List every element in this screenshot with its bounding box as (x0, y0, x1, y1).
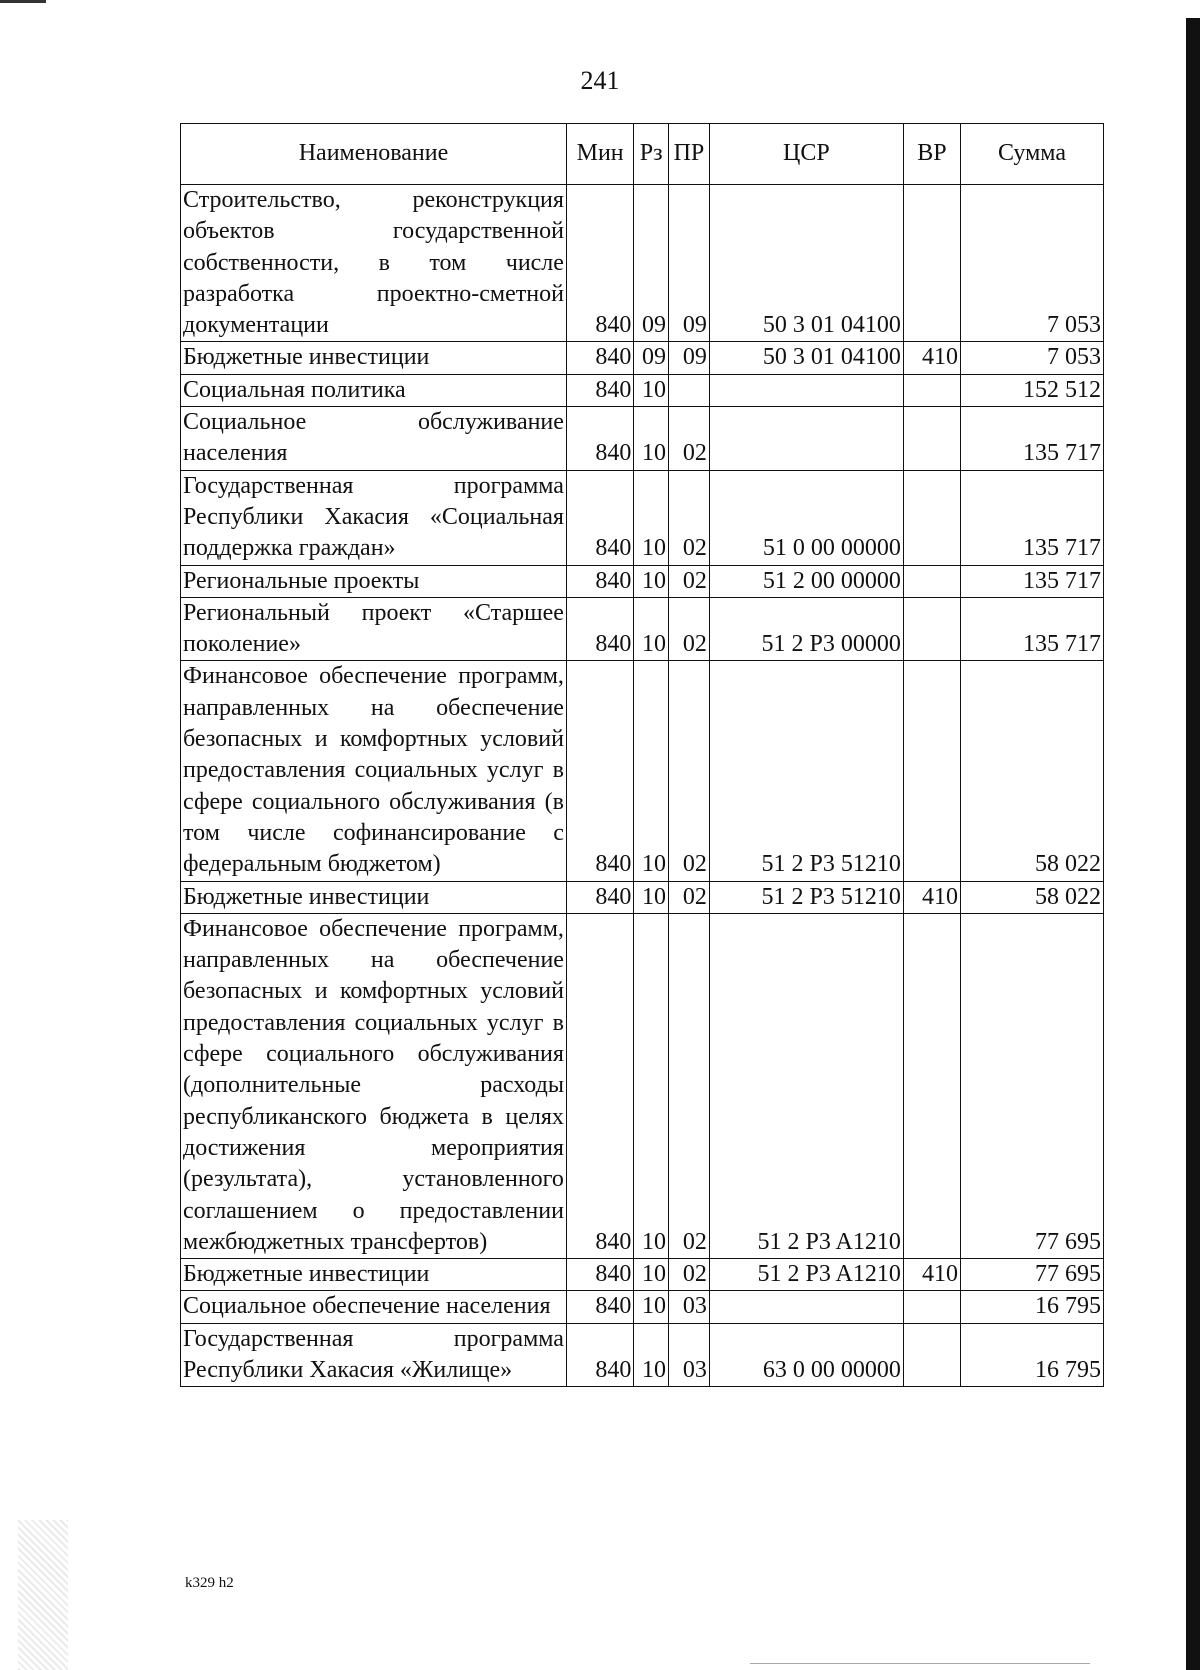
scan-bottom-line (750, 1663, 1090, 1664)
cell-pr: 02 (669, 407, 710, 471)
col-header-csr: ЦСР (709, 124, 903, 185)
cell-pr: 02 (669, 565, 710, 597)
cell-min: 840 (566, 407, 633, 471)
cell-csr: 51 0 00 00000 (709, 470, 903, 565)
cell-rz: 10 (634, 407, 669, 471)
table-row (181, 185, 1104, 342)
col-header-pr: ПР (669, 124, 710, 185)
cell-csr: 51 2 P3 00000 (709, 597, 903, 661)
cell-pr: 02 (669, 913, 710, 1258)
cell-min: 840 (566, 185, 633, 342)
cell-name: Государственная программа Республики Хакасия «Жилище» (181, 1323, 567, 1387)
cell-min: 840 (566, 881, 633, 913)
cell-sum: 7 053 (961, 185, 1104, 342)
table-header-row (181, 124, 1104, 185)
cell-pr: 09 (669, 342, 710, 374)
cell-pr: 02 (669, 881, 710, 913)
cell-name: Строительство, реконструкция объектов государственной собственности, в том числе разработка проектно-сметной документации (181, 185, 567, 342)
cell-pr: 09 (669, 185, 710, 342)
cell-sum: 135 717 (961, 407, 1104, 471)
cell-sum: 77 695 (961, 1259, 1104, 1291)
cell-rz: 10 (634, 597, 669, 661)
cell-rz: 10 (634, 881, 669, 913)
cell-sum: 77 695 (961, 913, 1104, 1258)
table-row (181, 565, 1104, 597)
cell-vr (903, 470, 960, 565)
cell-name: Региональный проект «Старшее поколение» (181, 597, 567, 661)
cell-csr: 51 2 00 00000 (709, 565, 903, 597)
budget-table (180, 123, 1104, 1387)
table-row (181, 881, 1104, 913)
table-row (181, 374, 1104, 406)
table-row (181, 1259, 1104, 1291)
table-row (181, 661, 1104, 881)
scan-noise (18, 1520, 68, 1670)
scan-border-bar (1186, 18, 1200, 1670)
cell-pr: 02 (669, 1259, 710, 1291)
col-header-rz: Рз (634, 124, 669, 185)
cell-vr (903, 1323, 960, 1387)
cell-sum: 16 795 (961, 1291, 1104, 1323)
cell-pr: 03 (669, 1323, 710, 1387)
col-header-name: Наименование (181, 124, 567, 185)
cell-pr: 03 (669, 1291, 710, 1323)
cell-min: 840 (566, 913, 633, 1258)
table-row (181, 1323, 1104, 1387)
cell-rz: 10 (634, 1323, 669, 1387)
cell-min: 840 (566, 342, 633, 374)
cell-vr (903, 407, 960, 471)
cell-rz: 10 (634, 470, 669, 565)
cell-rz: 09 (634, 185, 669, 342)
cell-csr (709, 1291, 903, 1323)
cell-sum: 152 512 (961, 374, 1104, 406)
cell-vr (903, 1291, 960, 1323)
scan-edge-mark (0, 0, 46, 3)
cell-sum: 135 717 (961, 597, 1104, 661)
cell-name: Финансовое обеспечение программ, направленных на обеспечение безопасных и комфортных условий предоставления социальных услуг в сфере социального обслуживания (в том числе софинансирование с федеральным бюджетом) (181, 661, 567, 881)
cell-vr (903, 661, 960, 881)
cell-name: Бюджетные инвестиции (181, 881, 567, 913)
cell-pr: 02 (669, 470, 710, 565)
cell-sum: 16 795 (961, 1323, 1104, 1387)
cell-vr (903, 374, 960, 406)
cell-min: 840 (566, 661, 633, 881)
cell-min: 840 (566, 565, 633, 597)
cell-csr: 51 2 P3 A1210 (709, 1259, 903, 1291)
table-row (181, 597, 1104, 661)
cell-name: Социальное обеспечение населения (181, 1291, 567, 1323)
cell-csr: 51 2 P3 A1210 (709, 913, 903, 1258)
cell-min: 840 (566, 470, 633, 565)
col-header-sum: Сумма (961, 124, 1104, 185)
col-header-min: Мин (566, 124, 633, 185)
cell-name: Региональные проекты (181, 565, 567, 597)
cell-vr: 410 (903, 1259, 960, 1291)
cell-sum: 135 717 (961, 565, 1104, 597)
cell-csr: 51 2 P3 51210 (709, 661, 903, 881)
table-row (181, 1291, 1104, 1323)
page-number: 241 (580, 66, 620, 95)
cell-vr (903, 565, 960, 597)
cell-rz: 10 (634, 661, 669, 881)
cell-pr: 02 (669, 661, 710, 881)
cell-sum: 58 022 (961, 881, 1104, 913)
cell-min: 840 (566, 1291, 633, 1323)
cell-csr (709, 374, 903, 406)
cell-rz: 10 (634, 1291, 669, 1323)
col-header-vr: ВР (903, 124, 960, 185)
cell-rz: 09 (634, 342, 669, 374)
table-row (181, 470, 1104, 565)
table-row (181, 342, 1104, 374)
cell-rz: 10 (634, 913, 669, 1258)
cell-sum: 7 053 (961, 342, 1104, 374)
cell-rz: 10 (634, 1259, 669, 1291)
cell-pr: 02 (669, 597, 710, 661)
cell-rz: 10 (634, 565, 669, 597)
cell-vr: 410 (903, 342, 960, 374)
cell-min: 840 (566, 1323, 633, 1387)
cell-csr: 50 3 01 04100 (709, 185, 903, 342)
cell-pr (669, 374, 710, 406)
cell-name: Социальная политика (181, 374, 567, 406)
table-row (181, 407, 1104, 471)
footer-code: k329 h2 (185, 1575, 234, 1591)
cell-rz: 10 (634, 374, 669, 406)
cell-min: 840 (566, 1259, 633, 1291)
cell-name: Бюджетные инвестиции (181, 342, 567, 374)
cell-vr: 410 (903, 881, 960, 913)
cell-name: Бюджетные инвестиции (181, 1259, 567, 1291)
cell-name: Финансовое обеспечение программ, направленных на обеспечение безопасных и комфортных условий предоставления социальных услуг в сфере социального обслуживания (дополнительные расходы республиканского бюджета в целях достижения мероприятия (результата), установленного соглашением о предоставлении межбюджетных трансфертов) (181, 913, 567, 1258)
cell-sum: 58 022 (961, 661, 1104, 881)
cell-vr (903, 913, 960, 1258)
cell-min: 840 (566, 597, 633, 661)
cell-csr: 51 2 P3 51210 (709, 881, 903, 913)
cell-vr (903, 597, 960, 661)
cell-csr: 63 0 00 00000 (709, 1323, 903, 1387)
table-row (181, 913, 1104, 1258)
cell-name: Государственная программа Республики Хакасия «Социальная поддержка граждан» (181, 470, 567, 565)
cell-name: Социальное обслуживание населения (181, 407, 567, 471)
cell-min: 840 (566, 374, 633, 406)
cell-csr (709, 407, 903, 471)
cell-sum: 135 717 (961, 470, 1104, 565)
cell-vr (903, 185, 960, 342)
cell-csr: 50 3 01 04100 (709, 342, 903, 374)
